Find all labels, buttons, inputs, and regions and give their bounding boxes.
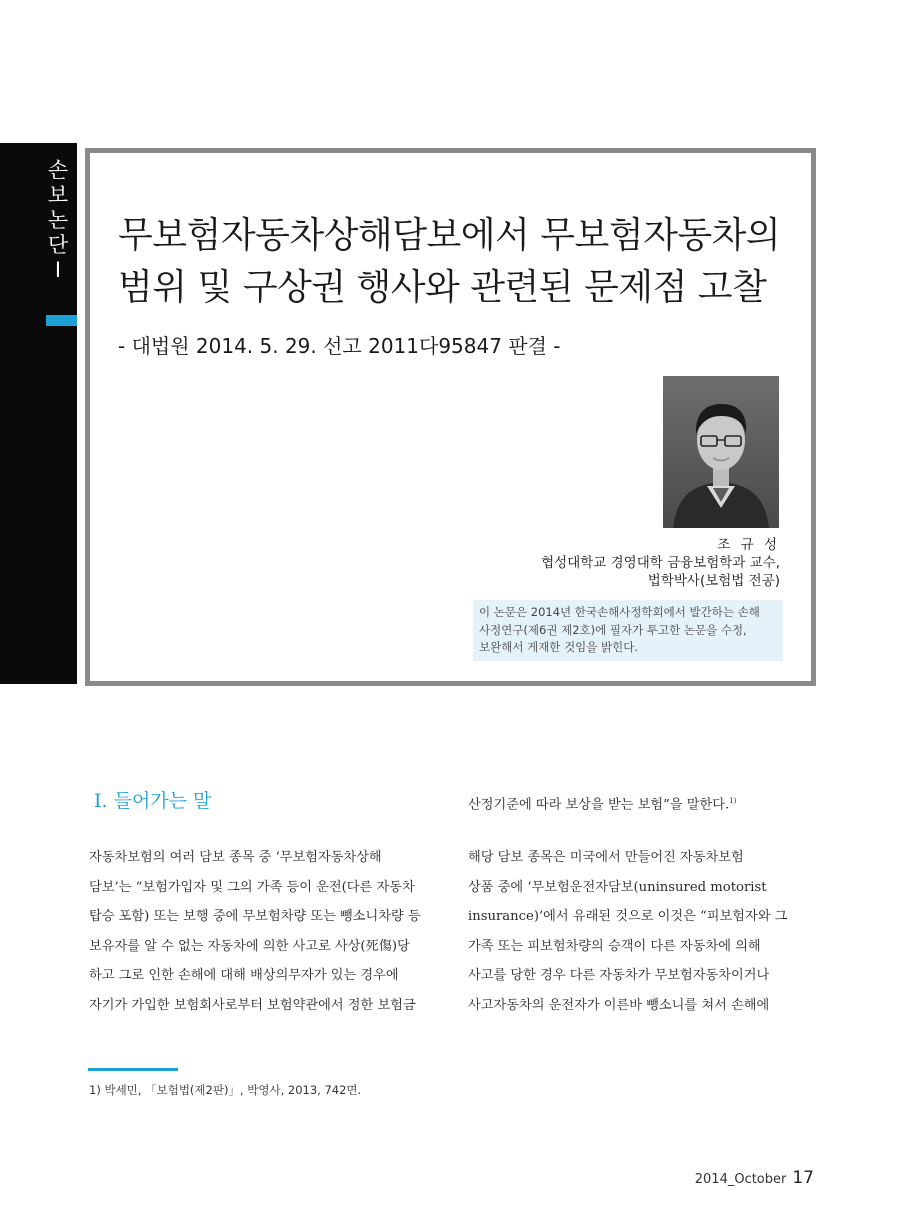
page-number: 17 [792, 1168, 814, 1188]
publication-note [473, 600, 783, 661]
body-line: 담보’는 “보험가입자 및 그의 가족 등이 운전(다른 자동차 [89, 879, 415, 895]
body-column-right-continuation [468, 787, 814, 820]
body-column-left [89, 843, 437, 1020]
side-section-label [44, 158, 72, 283]
article-subtitle: - 대법원 2014. 5. 29. 선고 2011다95847 판결 - [118, 334, 561, 358]
title-line: 무보험자동차상해담보에서 무보험자동차의 [118, 215, 781, 256]
author-portrait-image [663, 376, 779, 528]
footnote-marker[interactable]: 1) [729, 797, 737, 805]
note-line: 이 논문은 2014년 한국손해사정학회에서 발간하는 손해 [479, 605, 760, 619]
section-heading: Ⅰ. 들어가는 말 [94, 790, 212, 812]
body-line: 탑승 포함) 또는 보행 중에 무보험차량 또는 뺑소니차량 등 [89, 909, 421, 924]
footnote: 1) 박세민, 「보험법(제2판)」, 박영사, 2013, 742면. [89, 1083, 362, 1097]
side-label-char: 단 [47, 233, 69, 257]
body-line: 사고를 당한 경우 다른 자동차가 무보험자동차이거나 [468, 968, 770, 983]
author-affiliation: 협성대학교 경영대학 금융보험학과 교수, [541, 555, 780, 571]
body-line: 자동차보험의 여러 담보 종목 중 ‘무보험자동차상해 [89, 850, 382, 865]
note-line: 사정연구(제6권 제2호)에 필자가 투고한 논문을 수정, [479, 622, 747, 637]
body-line: 하고 그로 인한 손해에 대해 배상의무자가 있는 경우에 [89, 968, 399, 983]
author-degree: 법학박사(보험법 전공) [647, 573, 780, 589]
issue-label: 2014_October [694, 1172, 787, 1187]
side-label-char: Ⅰ [54, 258, 62, 282]
body-line: 해당 담보 종목은 미국에서 만들어진 자동차보험 [468, 850, 744, 865]
side-accent-bar [46, 315, 77, 326]
body-line: 자기가 가입한 보험회사로부터 보험약관에서 정한 보험금 [89, 997, 416, 1013]
body-line [468, 787, 814, 820]
title-line: 범위 및 구상권 행사와 관련된 문제점 고찰 [118, 267, 767, 308]
page-footer [695, 1168, 814, 1188]
body-line: 사고자동차의 운전자가 이른바 뺑소니를 쳐서 손해에 [468, 997, 770, 1013]
note-line: 보완해서 게재한 것임을 밝힌다. [479, 640, 639, 654]
author-name: 조 규 성 [717, 537, 780, 553]
side-label-char: 보 [47, 183, 69, 207]
body-line: 보유자를 알 수 없는 자동차에 의한 사고로 사상(死傷)당 [89, 938, 410, 954]
author-photo [663, 376, 779, 528]
body-line: insurance)’에서 유래된 것으로 이것은 “피보험자와 그 [468, 909, 788, 924]
body-line: 가족 또는 피보험차량의 승객이 다른 자동차에 의해 [468, 938, 761, 954]
body-line-text: 산정기준에 따라 보상을 받는 보험”을 말한다. [468, 797, 730, 813]
body-line: 상품 중에 ‘무보험운전자담보(uninsured motorist [468, 879, 767, 895]
article-title [118, 210, 798, 314]
side-label-char: 손 [47, 158, 69, 182]
footnote-divider [88, 1068, 178, 1071]
body-column-right [468, 843, 814, 1020]
side-label-char: 논 [47, 208, 69, 232]
